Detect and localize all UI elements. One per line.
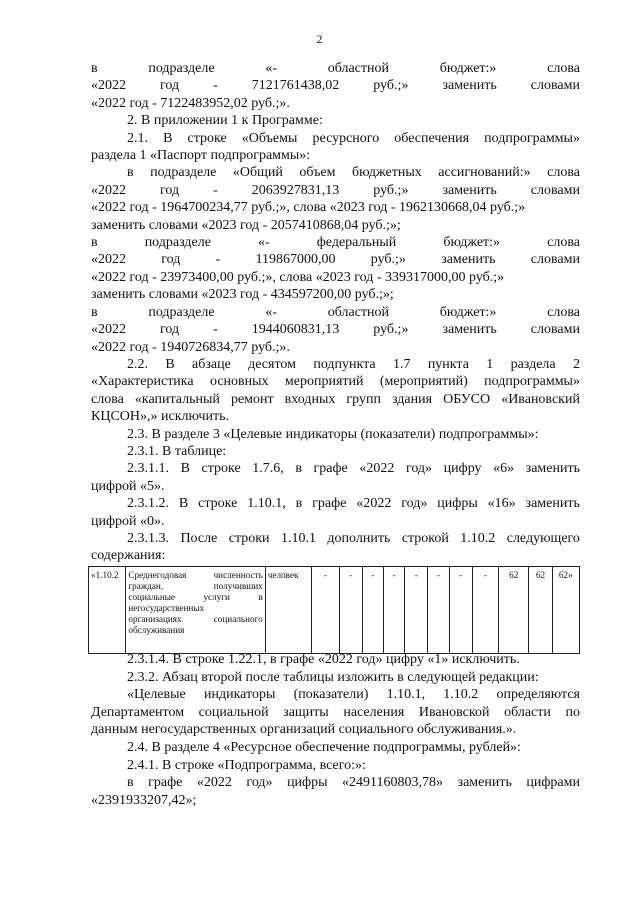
text-line: «2391933207,42»; bbox=[91, 792, 197, 808]
word: цифры bbox=[287, 775, 328, 791]
word: организациях bbox=[128, 614, 182, 624]
word: заменить bbox=[525, 461, 580, 477]
text-line: «2022 год - 1940726834,77 руб.;». bbox=[91, 339, 290, 355]
word: В bbox=[165, 356, 175, 372]
name-line bbox=[128, 603, 262, 614]
text-line bbox=[91, 164, 580, 181]
word: «- bbox=[265, 304, 277, 320]
text-line: 2. В приложении 1 к Программе: bbox=[127, 113, 323, 129]
word: подпункта bbox=[313, 356, 376, 372]
word: цифрами bbox=[526, 775, 580, 791]
text-line: «2022 год - 7122483952,02 руб.;». bbox=[91, 95, 290, 111]
word: федеральный bbox=[316, 235, 397, 251]
text-line: КЦСОН»,» исключить. bbox=[91, 409, 229, 425]
word: В bbox=[178, 496, 189, 512]
word: «2022 bbox=[91, 182, 126, 198]
word: «2022 bbox=[91, 252, 126, 268]
dash-cell: - bbox=[449, 567, 472, 654]
text-line bbox=[91, 321, 580, 338]
word: 2 bbox=[572, 356, 580, 372]
word: год» bbox=[401, 496, 428, 512]
word: цифру bbox=[443, 461, 482, 477]
word: строке bbox=[198, 496, 238, 512]
text-line bbox=[91, 304, 580, 321]
word: слова bbox=[91, 391, 124, 407]
word: 7121761438,02 bbox=[251, 78, 340, 94]
text-line: «2022 год - 23973400,00 руб.;», слова «2023 год - 339317000,00 руб.;» bbox=[91, 269, 505, 285]
word: «2022 bbox=[196, 775, 232, 791]
word: следующего bbox=[506, 530, 580, 546]
text-line: 2.3.1.4. В строке 1.22.1, в графе «2022 год» цифру «1» исключить. bbox=[127, 652, 520, 667]
word: 2.3.1.1. bbox=[127, 461, 169, 477]
text-line: 2.3.2. Абзац второй после таблицы изложить в следующей редакции: bbox=[127, 669, 539, 685]
word: подразделе bbox=[148, 304, 215, 320]
text-line: заменить словами «2023 год - 434597200,00 руб.;»; bbox=[91, 287, 394, 303]
word: 2063927831,13 bbox=[251, 182, 340, 198]
word: 2.2. bbox=[127, 356, 148, 372]
word: год bbox=[160, 182, 180, 198]
word: - bbox=[215, 252, 221, 268]
word: основных bbox=[209, 374, 269, 390]
text-line bbox=[91, 530, 580, 547]
text-line bbox=[91, 356, 580, 373]
word: в bbox=[91, 304, 98, 320]
word: 1.7.6, bbox=[252, 461, 284, 477]
word: бюджетных bbox=[352, 165, 422, 181]
word: социальные bbox=[128, 592, 175, 602]
word: год bbox=[161, 252, 181, 268]
dash-cell: - bbox=[312, 567, 339, 654]
text-line bbox=[91, 391, 580, 408]
document-body-top bbox=[91, 60, 580, 565]
word: слова bbox=[547, 165, 580, 181]
word: 1.10.1 bbox=[280, 530, 316, 546]
word: Среднегодовая bbox=[128, 570, 187, 580]
value-cell: 62 bbox=[499, 567, 529, 654]
word: год bbox=[160, 322, 180, 338]
word: ресурсного bbox=[312, 130, 380, 146]
text-line bbox=[91, 686, 580, 704]
word: абзаце bbox=[192, 356, 231, 372]
word: области bbox=[504, 704, 551, 720]
dash-cell: - bbox=[405, 567, 428, 654]
word: руб.;» bbox=[373, 182, 409, 198]
text-line: 2.4.1. В строке «Подпрограмма, всего:»: bbox=[127, 757, 366, 773]
word: - bbox=[213, 182, 218, 198]
word: руб.;» bbox=[373, 322, 409, 338]
word: социальной bbox=[198, 704, 269, 720]
word: в bbox=[258, 592, 263, 602]
word: заменить bbox=[457, 775, 512, 791]
word: защиты bbox=[283, 704, 329, 720]
word: входных bbox=[284, 391, 336, 407]
word: «Объемы bbox=[241, 130, 298, 146]
word: 2.3.1.3. bbox=[127, 530, 169, 546]
word: 2.3.1.2. bbox=[127, 496, 169, 512]
word: слова bbox=[547, 235, 580, 251]
text-line bbox=[91, 774, 580, 792]
word: здания bbox=[392, 391, 433, 407]
word: строке bbox=[201, 461, 241, 477]
word: «- bbox=[265, 61, 277, 76]
page-number: 2 bbox=[316, 32, 323, 46]
word: руб.;» bbox=[373, 78, 409, 94]
word: обеспечения bbox=[394, 130, 470, 146]
word: - bbox=[213, 322, 218, 338]
word: мероприятий bbox=[284, 374, 364, 390]
text-line bbox=[91, 373, 580, 390]
dash-cell: - bbox=[339, 567, 362, 654]
word: «16» bbox=[487, 496, 516, 512]
name-line bbox=[128, 570, 262, 581]
text-line bbox=[91, 130, 580, 147]
word: десятом bbox=[248, 356, 296, 372]
word: населения bbox=[343, 704, 405, 720]
text-line: раздела 1 «Паспорт подпрограммы»: bbox=[91, 148, 311, 164]
word: определяются bbox=[496, 687, 580, 703]
word: 1944060831,13 bbox=[251, 322, 340, 338]
word: строкой bbox=[401, 530, 449, 546]
word: слова bbox=[547, 61, 580, 76]
word: негосударственных bbox=[128, 603, 205, 613]
document-body-bottom bbox=[91, 651, 580, 809]
word: строке bbox=[187, 130, 227, 146]
text-line bbox=[91, 460, 580, 477]
word: численность bbox=[213, 570, 263, 580]
name-line bbox=[128, 625, 262, 636]
word: В bbox=[180, 461, 190, 477]
dash-cell: - bbox=[428, 567, 449, 654]
word: в bbox=[295, 461, 302, 477]
word: «2022 bbox=[91, 78, 126, 94]
word: заменить bbox=[442, 182, 497, 198]
word: «капитальный bbox=[134, 391, 220, 407]
word: бюджет:» bbox=[439, 61, 497, 76]
word: графе bbox=[148, 775, 183, 791]
row-number: «1.10.2 bbox=[89, 567, 126, 654]
word: областной bbox=[327, 61, 389, 76]
word: год» bbox=[405, 461, 433, 477]
word: «2022 bbox=[359, 461, 395, 477]
word: «- bbox=[258, 235, 270, 251]
word: В bbox=[163, 130, 173, 146]
word: ассигнований:» bbox=[438, 165, 531, 181]
text-line: цифрой «0». bbox=[91, 513, 165, 529]
text-line: «2022 год - 1964700234,77 руб.;», слова «2023 год - 1962130668,04 руб.;» bbox=[91, 200, 526, 216]
word: «2022 bbox=[91, 322, 126, 338]
word: подпрограммы» bbox=[484, 374, 580, 390]
word: - bbox=[213, 78, 218, 94]
word: цифры bbox=[437, 496, 478, 512]
word: строки bbox=[228, 530, 270, 546]
word: объем bbox=[299, 165, 336, 181]
word: 1.10.1, bbox=[386, 687, 426, 703]
word: подразделе bbox=[148, 61, 215, 76]
dash-cell: - bbox=[472, 567, 498, 654]
indicator-table bbox=[88, 566, 580, 654]
text-line: цифрой «5». bbox=[91, 478, 165, 494]
word: (показатели) bbox=[293, 687, 369, 703]
word: год bbox=[160, 78, 180, 94]
word: Ивановской bbox=[418, 704, 490, 720]
word: «6» bbox=[493, 461, 515, 477]
text-line bbox=[91, 182, 580, 199]
word: «2491160803,78» bbox=[342, 775, 444, 791]
word: графе bbox=[313, 461, 348, 477]
word: словами bbox=[530, 78, 580, 94]
text-line: данным негосударственных организаций социального обслуживания.». bbox=[91, 722, 517, 738]
value-cell: 62 bbox=[529, 567, 552, 654]
text-line bbox=[91, 251, 580, 268]
word: обслуживания bbox=[128, 625, 185, 635]
value-cell: 62» bbox=[552, 567, 579, 654]
word: После bbox=[180, 530, 218, 546]
word: в bbox=[91, 235, 98, 251]
word: социального bbox=[213, 614, 263, 624]
word: «2022 bbox=[356, 496, 392, 512]
text-line bbox=[91, 495, 580, 512]
word: индикаторы bbox=[203, 687, 276, 703]
text-line: содержания: bbox=[91, 548, 166, 564]
word: заменить bbox=[441, 252, 496, 268]
word: 1 bbox=[486, 356, 494, 372]
word: ОБУСО bbox=[443, 391, 491, 407]
word: словами bbox=[530, 252, 580, 268]
word: по bbox=[565, 704, 580, 720]
text-line: заменить словами «2023 год - 2057410868,04 руб.;»; bbox=[91, 217, 401, 233]
word: подразделе bbox=[144, 235, 211, 251]
name-line bbox=[128, 614, 262, 625]
word: «Целевые bbox=[127, 687, 186, 703]
text-line: 2.3.1. В таблице: bbox=[127, 443, 227, 459]
word: пункта bbox=[427, 356, 469, 372]
word: 1.10.1, bbox=[247, 496, 286, 512]
text-line bbox=[91, 77, 580, 94]
text-line bbox=[91, 234, 580, 251]
table-row bbox=[89, 567, 580, 654]
word: групп bbox=[346, 391, 381, 407]
word: в bbox=[295, 496, 303, 512]
word: дополнить bbox=[327, 530, 391, 546]
name-line bbox=[128, 581, 262, 592]
dash-cell: - bbox=[383, 567, 404, 654]
word: год» bbox=[246, 775, 273, 791]
word: 1.7 bbox=[392, 356, 411, 372]
word: 2.1. bbox=[127, 130, 148, 146]
word: (мероприятий) bbox=[379, 374, 468, 390]
word: 119867000,00 bbox=[255, 252, 336, 268]
dash-cell: - bbox=[362, 567, 383, 654]
word: «Характеристика bbox=[91, 374, 194, 390]
name-line bbox=[128, 592, 262, 603]
word: заменить bbox=[525, 496, 580, 512]
word: в bbox=[91, 61, 98, 76]
word: «Общий bbox=[232, 165, 283, 181]
word: подразделе bbox=[150, 165, 217, 181]
word: в bbox=[127, 775, 134, 791]
word: получивших bbox=[213, 581, 263, 591]
text-line bbox=[91, 704, 580, 722]
word: «Ивановский bbox=[501, 391, 580, 407]
word: заменить bbox=[442, 78, 497, 94]
word: руб.;» bbox=[370, 252, 406, 268]
word: областной bbox=[327, 304, 389, 320]
unit-cell: человек bbox=[265, 567, 311, 654]
text-line: 2.4. В разделе 4 «Ресурсное обеспечение подпрограммы, рублей»: bbox=[127, 739, 521, 755]
text-line bbox=[91, 60, 580, 77]
word: 1.10.2 bbox=[443, 687, 479, 703]
word: граждан, bbox=[128, 581, 164, 591]
word: в bbox=[127, 165, 134, 181]
word: раздела bbox=[510, 356, 556, 372]
word: словами bbox=[530, 322, 580, 338]
word: 1.10.2 bbox=[460, 530, 496, 546]
word: подпрограммы» bbox=[484, 130, 580, 146]
word: бюджет:» bbox=[443, 235, 501, 251]
word: графе bbox=[312, 496, 347, 512]
word: слова bbox=[547, 304, 580, 320]
word: Департаментом bbox=[91, 704, 185, 720]
word: словами bbox=[530, 182, 580, 198]
word: бюджет:» bbox=[439, 304, 497, 320]
word: заменить bbox=[442, 322, 497, 338]
word: услуги bbox=[203, 592, 230, 602]
indicator-name bbox=[126, 567, 265, 654]
word: ремонт bbox=[230, 391, 274, 407]
text-line: 2.3. В разделе 3 «Целевые индикаторы (показатели) подпрограммы»: bbox=[127, 426, 539, 442]
